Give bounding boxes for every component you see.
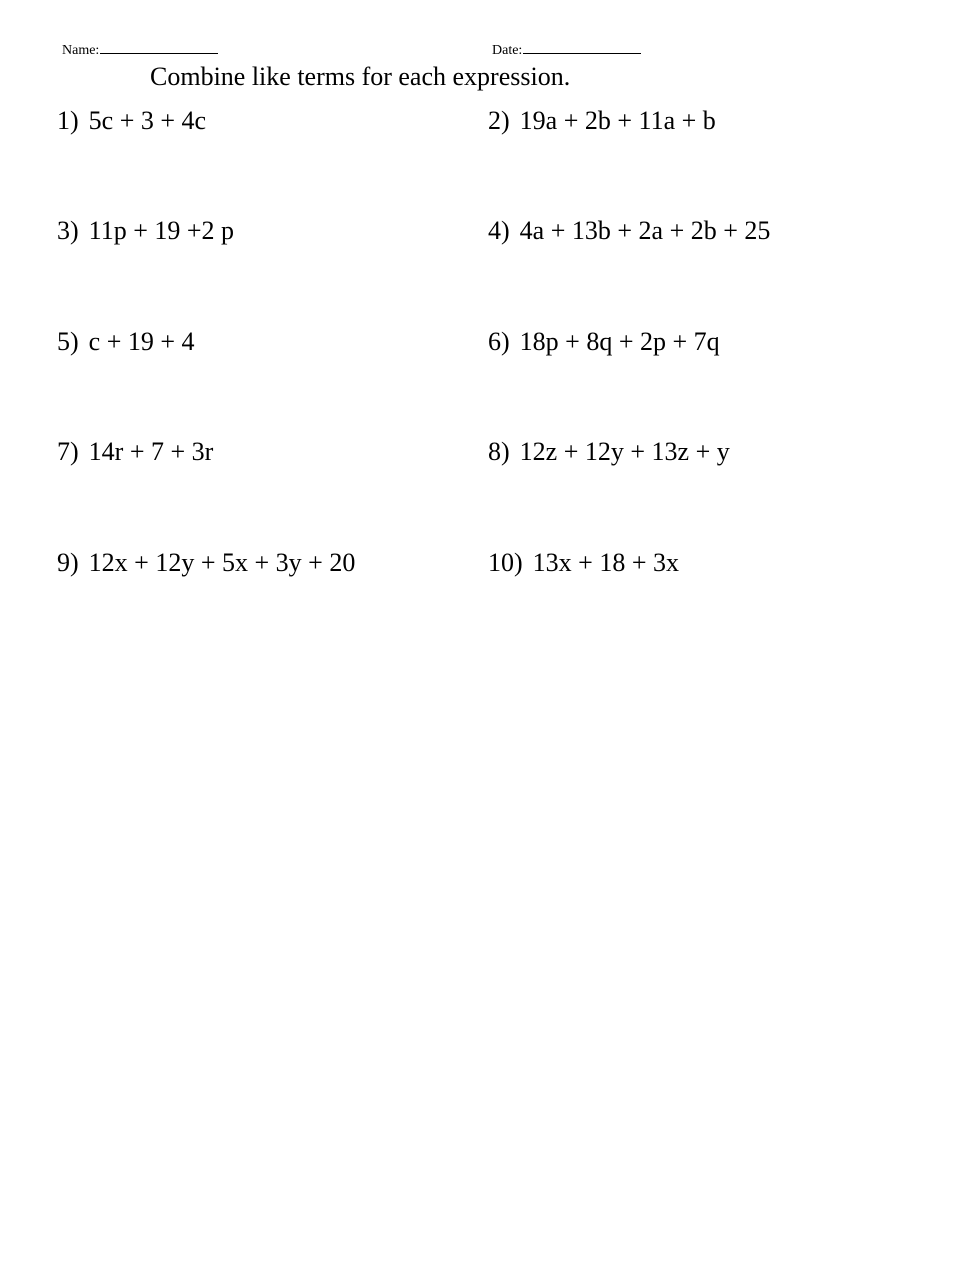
date-blank-line[interactable]	[523, 41, 641, 54]
problem-10	[488, 548, 679, 578]
problem-expression: 12z + 12y + 13z + y	[519, 437, 730, 466]
problem-number: 2)	[488, 106, 510, 135]
problem-expression: 5c + 3 + 4c	[88, 106, 207, 135]
problem-number: 1)	[57, 106, 79, 135]
date-label: Date:	[492, 43, 523, 58]
problem-7	[57, 437, 213, 467]
problem-expression: 12x + 12y + 5x + 3y + 20	[88, 548, 356, 577]
name-field[interactable]	[62, 41, 218, 59]
problem-number: 10)	[488, 548, 523, 577]
problem-8	[488, 437, 730, 467]
problem-9	[57, 548, 355, 578]
problem-number: 7)	[57, 437, 79, 466]
problem-expression: 18p + 8q + 2p + 7q	[519, 327, 720, 356]
problem-number: 9)	[57, 548, 79, 577]
problem-1	[57, 106, 206, 136]
name-label: Name:	[62, 43, 100, 58]
problem-2	[488, 106, 716, 136]
problem-number: 4)	[488, 216, 510, 245]
problem-6	[488, 327, 720, 357]
problem-number: 5)	[57, 327, 79, 356]
problem-expression: 14r + 7 + 3r	[88, 437, 214, 466]
worksheet-instructions: Combine like terms for each expression.	[150, 62, 571, 91]
problem-expression: c + 19 + 4	[88, 327, 195, 356]
problem-number: 6)	[488, 327, 510, 356]
problem-3	[57, 216, 234, 246]
date-field[interactable]	[492, 41, 641, 59]
problem-4	[488, 216, 770, 246]
problem-number: 3)	[57, 216, 79, 245]
problem-expression: 4a + 13b + 2a + 2b + 25	[519, 216, 771, 245]
name-blank-line[interactable]	[100, 41, 218, 54]
problem-expression: 19a + 2b + 11a + b	[519, 106, 716, 135]
problem-5	[57, 327, 195, 357]
problem-expression: 11p + 19 +2 p	[88, 216, 235, 245]
problem-expression: 13x + 18 + 3x	[532, 548, 679, 577]
problem-number: 8)	[488, 437, 510, 466]
